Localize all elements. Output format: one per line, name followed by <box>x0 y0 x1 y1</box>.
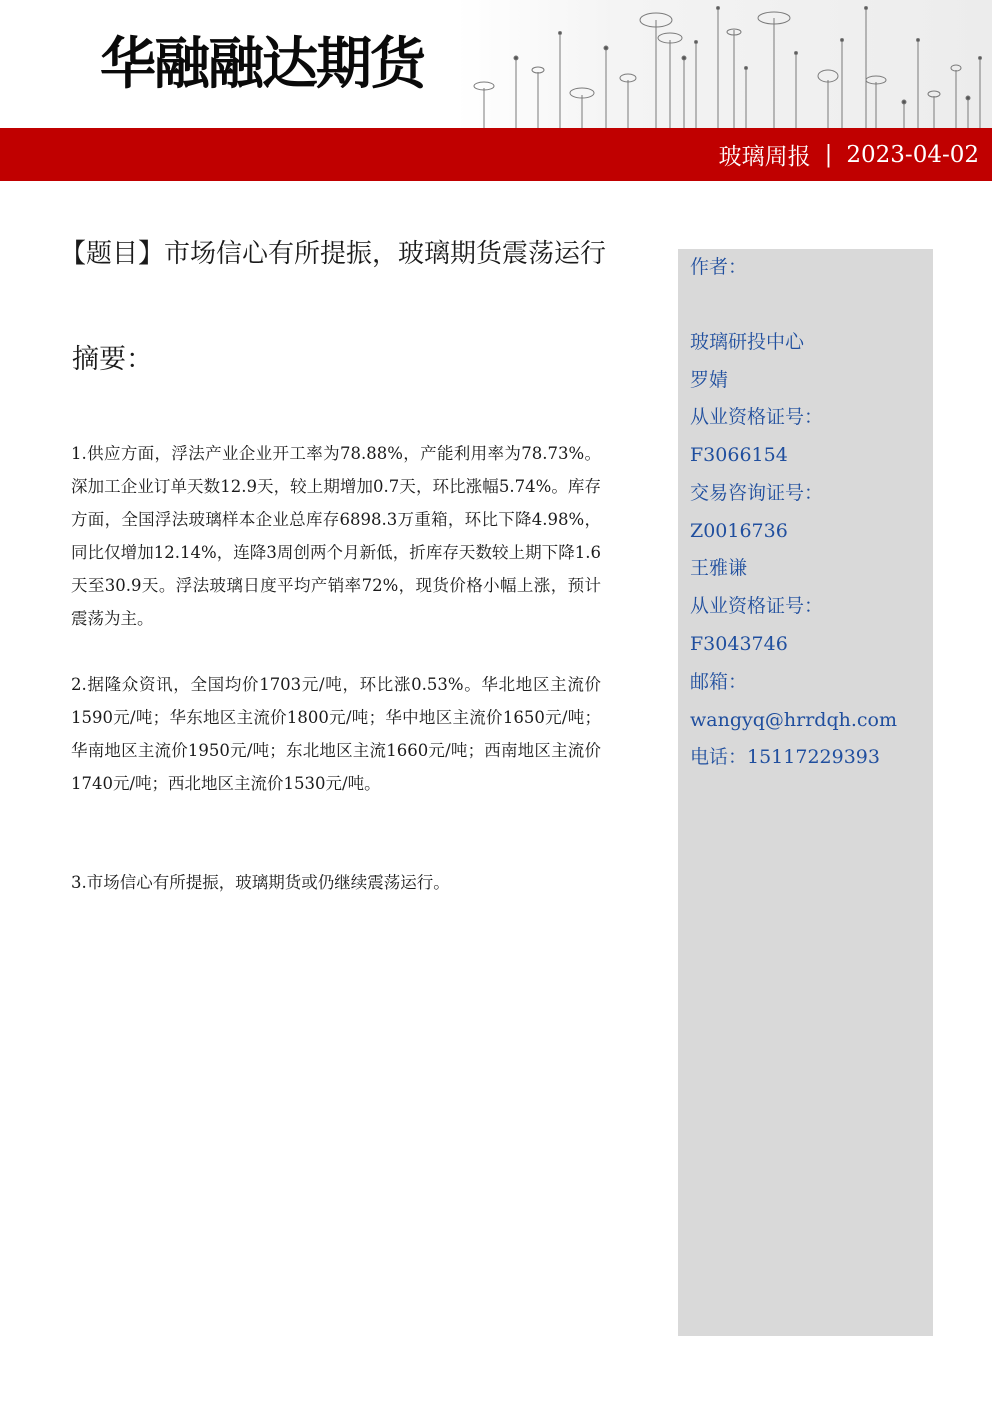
sidebar-line: 罗婧 <box>690 369 729 391</box>
sidebar-line: 交易咨询证号： <box>690 482 824 504</box>
meta-separator: | <box>824 141 833 168</box>
report-name: 玻璃周报 <box>718 144 811 170</box>
abstract-paragraph: 3.市场信心有所提振，玻璃期货或仍继续震荡运行。 <box>71 873 450 892</box>
company-logo-text: 华融融达期货 <box>100 32 424 97</box>
sidebar-line: 邮箱： <box>690 671 748 693</box>
sidebar-line: F3066154 <box>690 444 788 466</box>
header-decoration <box>456 0 992 128</box>
report-meta <box>719 128 979 181</box>
sidebar-line: Z0016736 <box>690 520 788 542</box>
sidebar-line: 玻璃研投中心 <box>690 331 805 353</box>
sidebar-line: 从业资格证号： <box>690 595 824 617</box>
abstract-paragraph: 1.供应方面，浮法产业企业开工率为78.88%，产能利用率为78.73%。深加工企业订单天数12.9天，较上期增加0.7天，环比涨幅5.74%。库存方面，全国浮法玻璃样本企业总库存6898.3万重箱，环比下降4.98%，同比仅增加12.14%，连降3周创两个月新低，折库存天数较上期下降1.6天至30.9天。浮法玻璃日度平均产销率72%，现货价格小幅上涨，预计震荡为主。 <box>71 444 601 628</box>
abstract-paragraph: 2.据隆众资讯，全国均价1703元/吨，环比涨0.53%。华北地区主流价1590元/吨；华东地区主流价1800元/吨；华中地区主流价1650元/吨； 华南地区主流价1950元/吨；东北地区主流1660元/吨；西南地区主流价1740元/吨；西北地区主流价1530元/吨。 <box>71 675 601 793</box>
sidebar-line: 从业资格证号： <box>690 406 824 428</box>
abstract-heading: 摘要： <box>72 344 153 375</box>
sidebar-line: 王雅谦 <box>690 557 748 579</box>
author-label: 作者： <box>690 256 748 278</box>
report-date: 2023-04-02 <box>846 141 979 168</box>
article-title: 【题目】市场信心有所提振，玻璃期货震荡运行 <box>60 239 607 269</box>
sidebar-line: F3043746 <box>690 633 788 655</box>
author-email-link[interactable]: wangyq@hrrdqh.com <box>690 709 897 731</box>
sidebar-line: 电话：15117229393 <box>690 746 880 768</box>
